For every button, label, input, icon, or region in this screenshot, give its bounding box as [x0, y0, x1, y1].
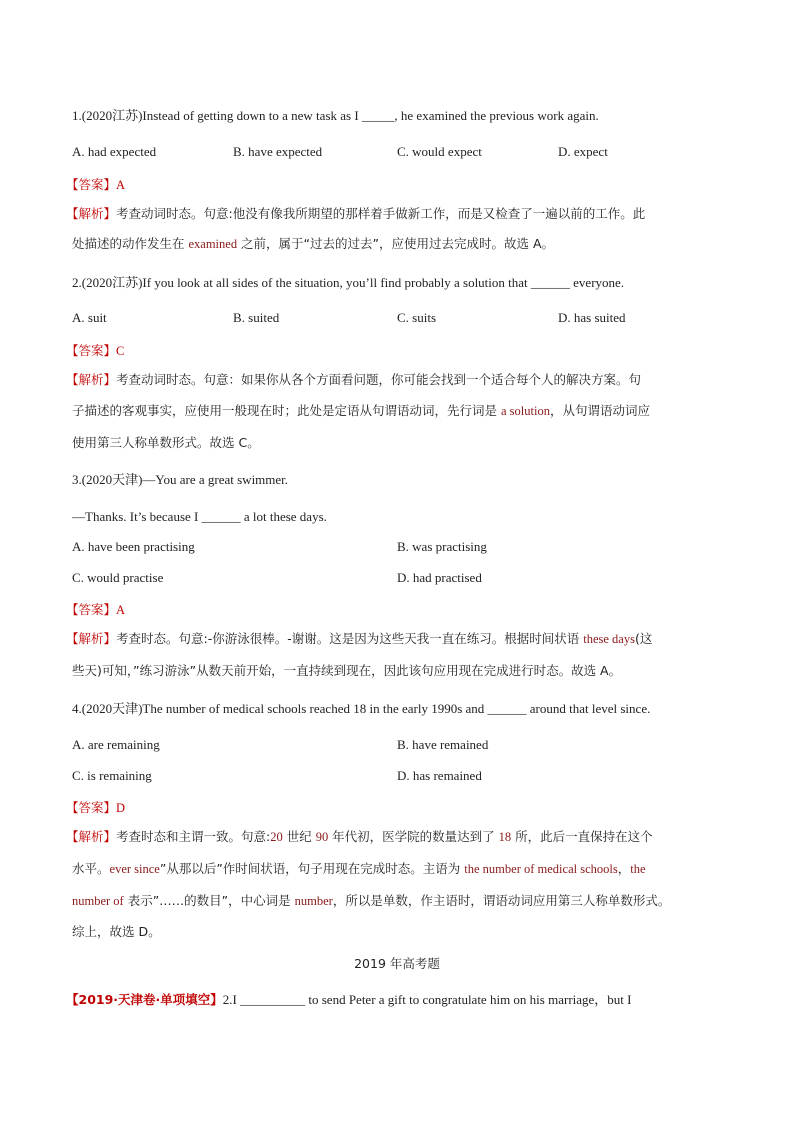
answer-label: 【答案】 — [66, 343, 117, 358]
answer-option: B. have expected — [233, 144, 323, 159]
explanation-term: 90 — [315, 830, 329, 844]
answer-option: D. has suited — [558, 310, 626, 325]
answer-value: A — [116, 178, 126, 192]
answer-option: B. was practising — [397, 539, 487, 554]
answer-option: C. is remaining — [72, 768, 152, 783]
explanation-label: 【解析】 — [66, 206, 117, 221]
answer-line — [66, 175, 125, 195]
question-stem: 3.(2020天津)—You are a great swimmer. — [72, 472, 289, 487]
explanation-line — [72, 859, 646, 879]
explanation-line — [72, 401, 650, 421]
explanation-line — [66, 370, 641, 390]
question-stem: 4.(2020天津)The number of medical schools reached 18 in the early 1990s and ______ around that level since. — [72, 701, 651, 716]
answer-option: C. would expect — [397, 144, 482, 159]
explanation-line — [72, 922, 161, 942]
explanation-line — [72, 433, 260, 453]
question-stem: 2.(2020江苏)If you look at all sides of the situation, you’ll find probably a solution that ______ everyone. — [72, 275, 625, 290]
section-title: 2019 年高考题 — [354, 956, 440, 971]
question-stem — [66, 990, 631, 1010]
explanation-label: 【解析】 — [66, 372, 117, 387]
question-text: 2.I __________ to send Peter a gift to congratulate him on his marriage，but I — [222, 992, 632, 1007]
explanation-text: 之前，属于“过去的过去”，应使用过去完成时。故选 A。 — [237, 236, 555, 251]
answer-label: 【答案】 — [66, 602, 117, 617]
answer-option: A. have been practising — [72, 539, 195, 554]
explanation-line — [72, 891, 670, 911]
explanation-term: a solution — [500, 404, 550, 418]
explanation-label: 【解析】 — [66, 829, 117, 844]
answer-option: C. suits — [397, 310, 437, 325]
explanation-text: 子描述的客观事实，应使用一般现在时；此处是定语从句谓语动词，先行词是 — [72, 403, 501, 418]
explanation-line — [66, 629, 652, 649]
question-stem: 1.(2020江苏)Instead of getting down to a new task as I _____, he examined the previous work again. — [72, 108, 599, 123]
answer-label: 【答案】 — [66, 177, 117, 192]
answer-option: A. had expected — [72, 144, 157, 159]
explanation-text: (这 — [634, 631, 653, 646]
answer-line — [66, 798, 125, 818]
answer-option: B. have remained — [397, 737, 489, 752]
explanation-text: ，所以是单数，作主语时，谓语动词应用第三人称单数形式。 — [332, 893, 671, 908]
explanation-term: number — [294, 894, 333, 908]
question-stem-line: —Thanks. It’s because I ______ a lot these days. — [72, 509, 327, 524]
explanation-text: 考查时态和主谓一致。句意: — [116, 829, 271, 844]
explanation-text: 世纪 — [282, 829, 316, 844]
explanation-term: number of — [72, 894, 124, 908]
explanation-text: 所，此后一直保持在这个 — [511, 829, 653, 844]
explanation-text: 考查动词时态。句意:他没有像我所期望的那样着手做新工作，而是又检查了一遍以前的工作。此 — [116, 206, 646, 221]
answer-option: D. had practised — [397, 570, 482, 585]
explanation-text: 使用第三人称单数形式。故选 C。 — [72, 435, 260, 450]
explanation-text: 表示”……的数目”，中心词是 — [123, 893, 295, 908]
question-source: 【2019·天津卷·单项填空】 — [66, 992, 223, 1007]
explanation-text: ， — [617, 861, 631, 876]
explanation-text: ”从那以后”作时间状语，句子用现在完成时态。主语为 — [159, 861, 465, 876]
explanation-text: 些天)可知，”练习游泳”从数天前开始，一直持续到现在，因此该句应用现在完成进行时态。故选 A。 — [72, 663, 622, 678]
answer-option: C. would practise — [72, 570, 164, 585]
explanation-line — [66, 204, 645, 224]
answer-label: 【答案】 — [66, 800, 117, 815]
explanation-line — [72, 661, 621, 681]
answer-line — [66, 600, 125, 620]
answer-option: A. suit — [72, 310, 107, 325]
answer-value: A — [116, 603, 126, 617]
explanation-text: 水平。 — [72, 861, 110, 876]
explanation-line — [66, 827, 653, 847]
answer-option: A. are remaining — [72, 737, 160, 752]
explanation-term: 18 — [498, 830, 512, 844]
explanation-term: ever since — [109, 862, 160, 876]
answer-option: D. has remained — [397, 768, 482, 783]
explanation-text: 处描述的动作发生在 — [72, 236, 189, 251]
explanation-term: the number of medical schools — [464, 862, 618, 876]
explanation-line — [72, 234, 554, 254]
answer-value: D — [116, 801, 126, 815]
explanation-term: these days — [583, 632, 635, 646]
explanation-term: examined — [188, 237, 238, 251]
explanation-term: the — [630, 862, 646, 876]
answer-value: C — [116, 344, 125, 358]
explanation-text: 考查时态。句意:-你游泳很棒。-谢谢。这是因为这些天我一直在练习。根据时间状语 — [116, 631, 584, 646]
answer-option: B. suited — [233, 310, 280, 325]
explanation-text: 考查动词时态。句意：如果你从各个方面看问题，你可能会找到一个适合每个人的解决方案。句 — [116, 372, 642, 387]
explanation-text: ，从句谓语动词应 — [549, 403, 650, 418]
explanation-text: 年代初，医学院的数量达到了 — [328, 829, 499, 844]
answer-option: D. expect — [558, 144, 608, 159]
answer-line — [66, 341, 124, 361]
explanation-text: 综上，故选 D。 — [72, 924, 161, 939]
explanation-label: 【解析】 — [66, 631, 117, 646]
explanation-term: 20 — [270, 830, 283, 844]
